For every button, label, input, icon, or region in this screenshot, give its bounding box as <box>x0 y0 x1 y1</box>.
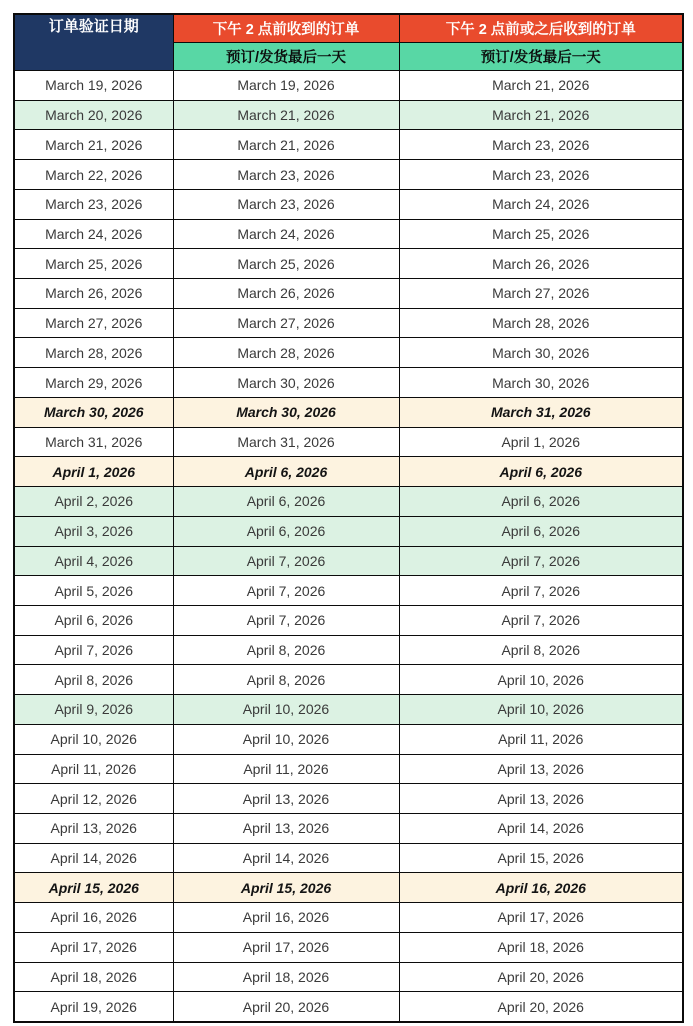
table-row <box>14 695 683 725</box>
order-validation-date-cell: March 28, 2026 <box>14 338 173 368</box>
order-validation-date-cell: March 19, 2026 <box>14 71 173 101</box>
header-orders-before-2pm: 下午 2 点前收到的订单 <box>173 14 399 43</box>
table-row <box>14 189 683 219</box>
after-2pm-last-day-cell: April 6, 2026 <box>399 457 683 487</box>
after-2pm-last-day-cell: March 30, 2026 <box>399 338 683 368</box>
table-row <box>14 903 683 933</box>
subheader-after-2pm-last-booking-day: 预订/发货最后一天 <box>399 43 683 71</box>
table-row <box>14 397 683 427</box>
before-2pm-last-day-cell: April 7, 2026 <box>173 576 399 606</box>
after-2pm-last-day-cell: March 27, 2026 <box>399 279 683 309</box>
table-row <box>14 576 683 606</box>
before-2pm-last-day-cell: April 6, 2026 <box>173 487 399 517</box>
table-row <box>14 932 683 962</box>
table-body <box>14 71 683 1023</box>
order-validation-date-cell: March 31, 2026 <box>14 427 173 457</box>
table-row <box>14 784 683 814</box>
before-2pm-last-day-cell: April 13, 2026 <box>173 784 399 814</box>
order-validation-date-cell: April 6, 2026 <box>14 605 173 635</box>
after-2pm-last-day-cell: March 28, 2026 <box>399 308 683 338</box>
after-2pm-last-day-cell: April 1, 2026 <box>399 427 683 457</box>
before-2pm-last-day-cell: April 16, 2026 <box>173 903 399 933</box>
order-validation-date-cell: April 15, 2026 <box>14 873 173 903</box>
before-2pm-last-day-cell: March 19, 2026 <box>173 71 399 101</box>
schedule-table-container <box>13 13 684 1023</box>
header-order-validation-date: 订单验证日期 <box>14 14 173 71</box>
order-validation-date-cell: March 22, 2026 <box>14 160 173 190</box>
before-2pm-last-day-cell: April 8, 2026 <box>173 635 399 665</box>
shipping-schedule-table <box>13 13 684 1023</box>
before-2pm-last-day-cell: April 7, 2026 <box>173 546 399 576</box>
table-row <box>14 427 683 457</box>
before-2pm-last-day-cell: April 10, 2026 <box>173 724 399 754</box>
before-2pm-last-day-cell: March 31, 2026 <box>173 427 399 457</box>
before-2pm-last-day-cell: April 6, 2026 <box>173 516 399 546</box>
before-2pm-last-day-cell: March 27, 2026 <box>173 308 399 338</box>
before-2pm-last-day-cell: March 23, 2026 <box>173 160 399 190</box>
after-2pm-last-day-cell: April 8, 2026 <box>399 635 683 665</box>
before-2pm-last-day-cell: March 21, 2026 <box>173 130 399 160</box>
table-row <box>14 635 683 665</box>
table-row <box>14 813 683 843</box>
table-row <box>14 249 683 279</box>
before-2pm-last-day-cell: April 6, 2026 <box>173 457 399 487</box>
after-2pm-last-day-cell: April 7, 2026 <box>399 605 683 635</box>
table-row <box>14 130 683 160</box>
after-2pm-last-day-cell: March 31, 2026 <box>399 397 683 427</box>
order-validation-date-cell: March 20, 2026 <box>14 100 173 130</box>
before-2pm-last-day-cell: April 13, 2026 <box>173 813 399 843</box>
table-row <box>14 368 683 398</box>
order-validation-date-cell: March 24, 2026 <box>14 219 173 249</box>
order-validation-date-cell: April 2, 2026 <box>14 487 173 517</box>
order-validation-date-cell: April 19, 2026 <box>14 992 173 1022</box>
after-2pm-last-day-cell: April 13, 2026 <box>399 754 683 784</box>
order-validation-date-cell: April 9, 2026 <box>14 695 173 725</box>
order-validation-date-cell: March 30, 2026 <box>14 397 173 427</box>
after-2pm-last-day-cell: March 21, 2026 <box>399 100 683 130</box>
before-2pm-last-day-cell: April 18, 2026 <box>173 962 399 992</box>
after-2pm-last-day-cell: April 15, 2026 <box>399 843 683 873</box>
table-row <box>14 100 683 130</box>
before-2pm-last-day-cell: March 30, 2026 <box>173 368 399 398</box>
order-validation-date-cell: April 4, 2026 <box>14 546 173 576</box>
before-2pm-last-day-cell: April 14, 2026 <box>173 843 399 873</box>
after-2pm-last-day-cell: April 10, 2026 <box>399 695 683 725</box>
after-2pm-last-day-cell: April 18, 2026 <box>399 932 683 962</box>
before-2pm-last-day-cell: March 28, 2026 <box>173 338 399 368</box>
table-row <box>14 160 683 190</box>
table-row <box>14 843 683 873</box>
table-row <box>14 754 683 784</box>
order-validation-date-cell: April 18, 2026 <box>14 962 173 992</box>
after-2pm-last-day-cell: March 24, 2026 <box>399 189 683 219</box>
after-2pm-last-day-cell: April 6, 2026 <box>399 516 683 546</box>
after-2pm-last-day-cell: April 11, 2026 <box>399 724 683 754</box>
order-validation-date-cell: April 16, 2026 <box>14 903 173 933</box>
before-2pm-last-day-cell: March 25, 2026 <box>173 249 399 279</box>
order-validation-date-cell: March 23, 2026 <box>14 189 173 219</box>
order-validation-date-cell: April 17, 2026 <box>14 932 173 962</box>
table-row <box>14 665 683 695</box>
order-validation-date-cell: March 26, 2026 <box>14 279 173 309</box>
after-2pm-last-day-cell: April 20, 2026 <box>399 962 683 992</box>
order-validation-date-cell: April 7, 2026 <box>14 635 173 665</box>
order-validation-date-cell: April 8, 2026 <box>14 665 173 695</box>
before-2pm-last-day-cell: March 30, 2026 <box>173 397 399 427</box>
after-2pm-last-day-cell: April 7, 2026 <box>399 576 683 606</box>
after-2pm-last-day-cell: April 17, 2026 <box>399 903 683 933</box>
subheader-before-2pm-last-booking-day: 预订/发货最后一天 <box>173 43 399 71</box>
after-2pm-last-day-cell: April 7, 2026 <box>399 546 683 576</box>
after-2pm-last-day-cell: March 23, 2026 <box>399 130 683 160</box>
before-2pm-last-day-cell: March 21, 2026 <box>173 100 399 130</box>
after-2pm-last-day-cell: April 6, 2026 <box>399 487 683 517</box>
table-row <box>14 71 683 101</box>
order-validation-date-cell: April 3, 2026 <box>14 516 173 546</box>
table-row <box>14 962 683 992</box>
order-validation-date-cell: April 14, 2026 <box>14 843 173 873</box>
before-2pm-last-day-cell: April 20, 2026 <box>173 992 399 1022</box>
table-row <box>14 308 683 338</box>
before-2pm-last-day-cell: April 15, 2026 <box>173 873 399 903</box>
before-2pm-last-day-cell: March 26, 2026 <box>173 279 399 309</box>
table-row <box>14 338 683 368</box>
header-orders-after-2pm: 下午 2 点前或之后收到的订单 <box>399 14 683 43</box>
table-row <box>14 219 683 249</box>
before-2pm-last-day-cell: April 11, 2026 <box>173 754 399 784</box>
table-row <box>14 487 683 517</box>
table-row <box>14 279 683 309</box>
table-row <box>14 516 683 546</box>
table-row <box>14 992 683 1022</box>
after-2pm-last-day-cell: April 20, 2026 <box>399 992 683 1022</box>
order-validation-date-cell: March 25, 2026 <box>14 249 173 279</box>
header-row-top <box>14 14 683 43</box>
after-2pm-last-day-cell: March 23, 2026 <box>399 160 683 190</box>
order-validation-date-cell: March 29, 2026 <box>14 368 173 398</box>
table-row <box>14 546 683 576</box>
before-2pm-last-day-cell: April 8, 2026 <box>173 665 399 695</box>
order-validation-date-cell: April 1, 2026 <box>14 457 173 487</box>
order-validation-date-cell: April 13, 2026 <box>14 813 173 843</box>
after-2pm-last-day-cell: March 21, 2026 <box>399 71 683 101</box>
before-2pm-last-day-cell: March 24, 2026 <box>173 219 399 249</box>
table-row <box>14 457 683 487</box>
before-2pm-last-day-cell: March 23, 2026 <box>173 189 399 219</box>
after-2pm-last-day-cell: April 16, 2026 <box>399 873 683 903</box>
table-row <box>14 724 683 754</box>
order-validation-date-cell: April 5, 2026 <box>14 576 173 606</box>
after-2pm-last-day-cell: April 14, 2026 <box>399 813 683 843</box>
order-validation-date-cell: March 21, 2026 <box>14 130 173 160</box>
after-2pm-last-day-cell: March 25, 2026 <box>399 219 683 249</box>
after-2pm-last-day-cell: March 30, 2026 <box>399 368 683 398</box>
after-2pm-last-day-cell: March 26, 2026 <box>399 249 683 279</box>
after-2pm-last-day-cell: April 13, 2026 <box>399 784 683 814</box>
table-row <box>14 605 683 635</box>
table-header <box>14 14 683 71</box>
order-validation-date-cell: March 27, 2026 <box>14 308 173 338</box>
before-2pm-last-day-cell: April 17, 2026 <box>173 932 399 962</box>
table-row <box>14 873 683 903</box>
before-2pm-last-day-cell: April 7, 2026 <box>173 605 399 635</box>
order-validation-date-cell: April 10, 2026 <box>14 724 173 754</box>
order-validation-date-cell: April 12, 2026 <box>14 784 173 814</box>
order-validation-date-cell: April 11, 2026 <box>14 754 173 784</box>
before-2pm-last-day-cell: April 10, 2026 <box>173 695 399 725</box>
after-2pm-last-day-cell: April 10, 2026 <box>399 665 683 695</box>
